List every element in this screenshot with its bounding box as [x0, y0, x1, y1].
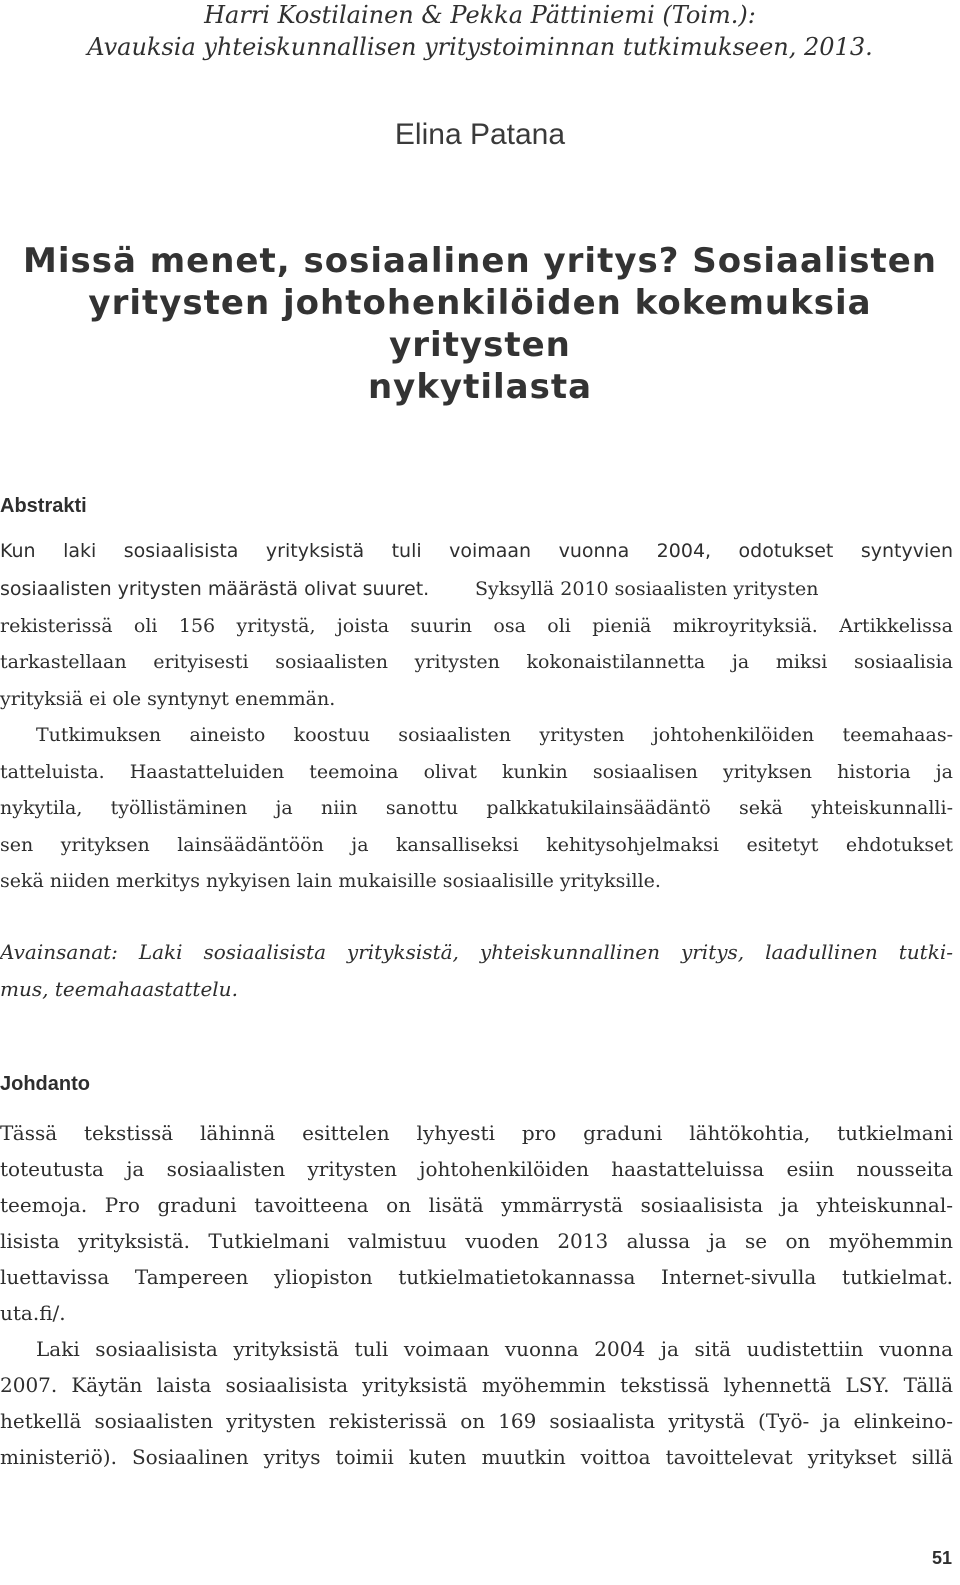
intro-line: Tässä tekstissä lähinnä esittelen lyhyesti pro graduni lähtökohtia, tutkielmani	[0, 1121, 953, 1145]
abstract-line: tarkastellaan erityisesti sosiaalisten yritysten kokonaistilannetta ja miksi sosiaalisia	[0, 651, 953, 673]
abstract-line-part: Syksyllä 2010 sosiaalisten yritysten	[475, 578, 819, 600]
intro-line: teemoja. Pro graduni tavoitteena on lisätä ymmärrystä sosiaalisista ja yhteiskunnal-	[0, 1193, 953, 1217]
intro-line: 2007. Käytän laista sosiaalisista yrityksistä myöhemmin tekstissä lyhennettä LSY. Tällä	[0, 1373, 953, 1397]
abstract-line: yrityksiä ei ole syntynyt enemmän.	[0, 688, 336, 710]
title-line-2: yritysten johtohenkilöiden kokemuksia yritysten	[88, 283, 872, 365]
intro-heading: Johdanto	[0, 1073, 90, 1095]
abstract-line: sen yrityksen lainsäädäntöön ja kansalliseksi kehitysohjelmaksi esitetyt ehdotukset	[0, 834, 953, 856]
keywords-line: mus, teemahaastattelu.	[0, 977, 238, 1001]
abstract-line	[0, 578, 953, 600]
abstract-line-part: sosiaalisten yritysten määrästä olivat suuret.	[0, 578, 430, 600]
article-title	[0, 240, 960, 408]
abstract-heading: Abstrakti	[0, 495, 87, 517]
abstract-line: Kun laki sosiaalisista yrityksistä tuli voimaan vuonna 2004, odotukset syntyvien	[0, 540, 953, 562]
article-author: Elina Patana	[394, 118, 566, 151]
abstract-line: Tutkimuksen aineisto koostuu sosiaalisten yritysten johtohenkilöiden teemahaas-	[36, 724, 953, 746]
abstract-line: nykytila, työllistäminen ja niin sanottu palkkatukilainsäädäntö sekä yhteiskunnalli-	[0, 797, 953, 819]
keywords-line: Avainsanat: Laki sosiaalisista yrityksistä, yhteiskunnallinen yritys, laadullinen tutki-	[0, 940, 953, 964]
intro-line: toteutusta ja sosiaalisten yritysten johtohenkilöiden haastatteluissa esiin nousseita	[0, 1157, 953, 1181]
intro-line: lisista yrityksistä. Tutkielmani valmistuu vuoden 2013 alussa ja se on myöhemmin	[0, 1229, 953, 1253]
header-book-title: Avauksia yhteiskunnallisen yritystoiminnan tutkimukseen, 2013.	[87, 33, 873, 61]
page-number: 51	[931, 1548, 952, 1568]
title-line-3: nykytilasta	[367, 367, 593, 407]
abstract-line: rekisterissä oli 156 yritystä, joista suurin osa oli pieniä mikroyrityksiä. Artikkelissa	[0, 615, 953, 637]
intro-line: hetkellä sosiaalisten yritysten rekisterissä on 169 sosiaalista yritystä (Työ- ja elinkeino-	[0, 1409, 953, 1433]
title-line-1: Missä menet, sosiaalinen yritys? Sosiaalisten	[23, 241, 937, 281]
abstract-line: tatteluista. Haastatteluiden teemoina olivat kunkin sosiaalisen yrityksen historia ja	[0, 761, 953, 783]
intro-line: ministeriö). Sosiaalinen yritys toimii kuten muutkin voittoa tavoittelevat yritykset sillä	[0, 1445, 953, 1469]
intro-line: luettavissa Tampereen yliopiston tutkielmatietokannassa Internet-sivulla tutkielmat.	[0, 1265, 953, 1289]
abstract-line: sekä niiden merkitys nykyisen lain mukaisille sosiaalisille yrityksille.	[0, 870, 661, 892]
header-editors: Harri Kostilainen & Pekka Pättiniemi (Toim.):	[204, 1, 756, 29]
intro-line: Laki sosiaalisista yrityksistä tuli voimaan vuonna 2004 ja sitä uudistettiin vuonna	[36, 1337, 953, 1361]
intro-line: uta.fi/.	[0, 1301, 66, 1325]
